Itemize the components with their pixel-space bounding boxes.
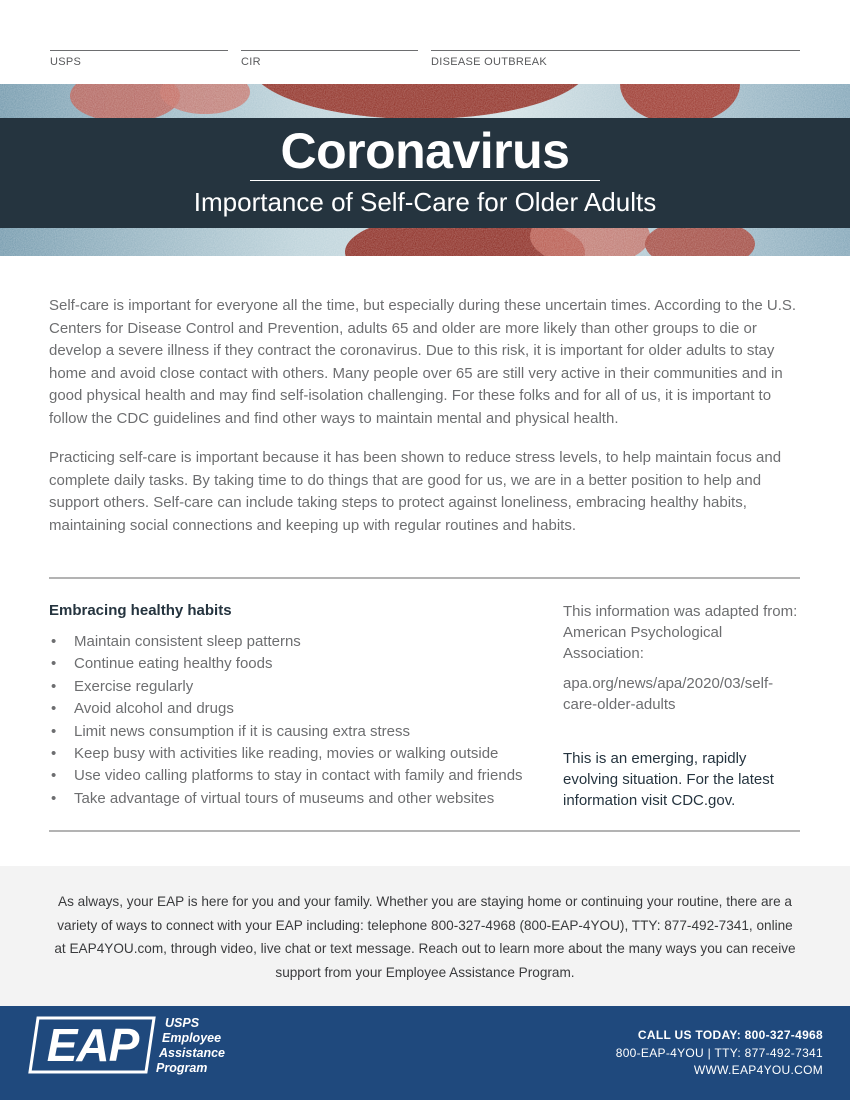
logo-line: Assistance xyxy=(159,1046,226,1060)
header-fields xyxy=(50,50,800,70)
list-item-text: Take advantage of virtual tours of museums and other websites xyxy=(74,789,495,807)
habits-heading: Embracing healthy habits xyxy=(49,602,232,619)
logo-line: USPS xyxy=(165,1016,200,1030)
alt-phone-tty: 800-EAP-4YOU | TTY: 877-492-7341 xyxy=(615,1045,823,1060)
logo-line: Employee xyxy=(162,1031,222,1045)
list-item-text: Use video calling platforms to stay in contact with family and friends xyxy=(74,767,523,785)
field-cir: CIR xyxy=(241,50,418,68)
eap-message-band xyxy=(0,866,850,1006)
bullet-icon: • xyxy=(51,789,57,807)
list-item xyxy=(49,631,549,653)
list-item xyxy=(49,743,549,765)
field-disease-outbreak: DISEASE OUTBREAK xyxy=(431,50,800,68)
section-divider xyxy=(49,577,800,579)
intro-section xyxy=(49,295,805,554)
eap-logo-wordmark xyxy=(156,1016,225,1076)
list-item xyxy=(49,676,549,698)
list-item-text: Avoid alcohol and drugs xyxy=(74,700,234,718)
bullet-icon: • xyxy=(51,655,57,673)
footer xyxy=(0,1006,850,1100)
list-item-text: Exercise regularly xyxy=(74,677,194,695)
bullet-icon: • xyxy=(51,722,57,740)
field-usps: USPS xyxy=(50,50,228,68)
section-divider xyxy=(49,830,800,832)
eap-message: As always, your EAP is here for you and your family. Whether you are staying home or continuing your routine, there are a variety of ways to connect with your EAP including: telephone 800-327-4968 (800-EAP-4YOU), TTY: 877-492-7341, online at EAP4YOU.com, through video, live chat or text message. Reach out to learn more about the many ways you can receive support from your Employee Assistance Program. xyxy=(54,894,796,980)
source-attribution: This information was adapted from: American Psychological Association: xyxy=(563,603,798,662)
source-link[interactable]: apa.org/news/apa/2020/03/self-care-older-adults xyxy=(563,675,774,713)
bullet-icon: • xyxy=(51,633,57,650)
list-item xyxy=(49,788,549,810)
list-item-text: Continue eating healthy foods xyxy=(74,655,273,673)
list-item xyxy=(49,698,549,720)
intro-paragraph: Self-care is important for everyone all the time, but especially during these uncertain times. According to the U.S. Centers for Disease Control and Prevention, adults 65 and older are more likely than other groups to die or develop a severe illness if they contract the coronavirus. Due to this risk, it is important for older adults to stay home and avoid close contact with others. Many people over 65 are still very active in their communities and in good physical health and may find self-isolation challenging. For these folks and for all of us, it is important to follow the CDC guidelines and find other ways to maintain mental and physical health. xyxy=(49,297,797,427)
eap-logo: EAP xyxy=(46,1019,139,1071)
hero-banner xyxy=(0,84,850,256)
bullet-icon: • xyxy=(51,700,57,718)
healthy-habits-section xyxy=(49,602,549,810)
page-subtitle: Importance of Self-Care for Older Adults xyxy=(193,187,657,217)
website-link[interactable]: WWW.EAP4YOU.COM xyxy=(693,1063,823,1077)
logo-line: Program xyxy=(156,1061,208,1075)
intro-paragraph: Practicing self-care is important because it has been shown to reduce stress levels, to help maintain focus and complete daily tasks. By taking time to do things that are good for us, we are in a better position to help and support others. Self-care can include taking steps to protect against loneliness, embracing healthy habits, maintaining social connections and keeping up with regular routines and habits. xyxy=(49,449,782,534)
contact-info xyxy=(616,1027,823,1080)
list-item xyxy=(49,721,549,743)
call-us-phone: CALL US TODAY: 800-327-4968 xyxy=(637,1028,823,1042)
list-item-text: Keep busy with activities like reading, movies or walking outside xyxy=(74,745,499,763)
page-title: Coronavirus xyxy=(280,123,570,179)
bullet-icon: • xyxy=(51,677,57,695)
list-item xyxy=(49,653,549,675)
title-divider xyxy=(250,180,600,181)
list-item xyxy=(49,765,549,787)
habits-list xyxy=(49,631,549,810)
list-item-text: Limit news consumption if it is causing extra stress xyxy=(74,722,410,740)
list-item-text: Maintain consistent sleep patterns xyxy=(74,633,301,650)
bullet-icon: • xyxy=(51,745,57,763)
source-sidebar xyxy=(563,601,803,811)
cdc-note: This is an emerging, rapidly evolving situation. For the latest information visit CDC.gov. xyxy=(563,750,774,809)
bullet-icon: • xyxy=(51,767,57,785)
